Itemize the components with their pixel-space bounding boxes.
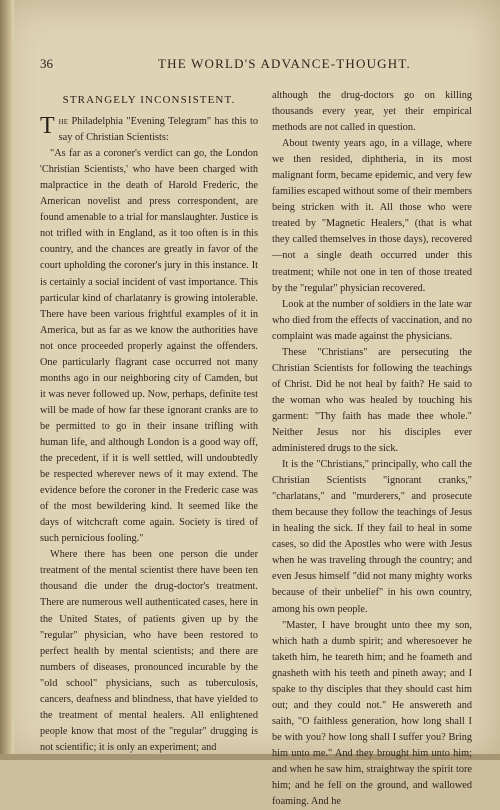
binding-edge [0,0,14,760]
left-paragraph: Where there has been one person die under treatment of the mental scientist there have been ten thousand die under the drug-doctor's treatment. There are numerous well authenticated cases, here in the United States, of patients given up by the "regular" physician, who have been restored to perfect health by mental scientists; and there are numbers of diseases, pronounced incurable by the "old school" physicians, such as tuberculosis, cancers, deafness and blindness, that have yielded to the treatment of mental healers. All enlightened people know that most of the "regular" drugging is not scientific; it is only an experiment; and [40,549,258,753]
page-number: 36 [40,56,53,71]
right-paragraph: These "Christians" are persecuting the Christian Scientists for following the teachings of Christ. Did he not heal by faith? He said to the woman who was healed by touching his garment: "Thy faith has made thee whole." Neither Jesus nor his disciples ever administered drugs to the sick. [272,346,472,455]
article-title: STRANGELY INCONSISTENT. [62,94,236,106]
journal-title: THE WORLD'S ADVANCE-THOUGHT. [158,56,411,71]
right-paragraph: although the drug-doctors go on killing thousands every year, yet their empirical methods are not called in question. [272,90,472,134]
right-paragraph: It is the "Christians," principally, who call the Christian Scientists "ignorant cranks," "charlatans," and "murderers," and prosecute them because they follow the teachings of Jesus in healing the sick. If they fail to heal in some cases, so did the Apostles who were with Jesus when he was traveling through the country; and even Jesus himself "did not many mighty works because of their unbelief" in his own country, among his own people. [272,459,472,615]
left-paragraph: "As far as a coroner's verdict can go, the London 'Christian Scientists,' who have been charged with malpractice in the death of Harold Frederic, the American novelist and press correspondent, are found amenable to a trial for manslaughter. Justice is not trifled with in England, as it too often is in this country, and the chances are greatly in favor of the court upholding the coroner's jury in this instance. It is certainly a social incident of vast importance. This particular kind of charlatanry is growing intolerable. There have been various frightful examples of it in America, but as far as we know the authorities have not once proceeded properly against the offenders. One particularly flagrant case occurred not many months ago in our neighboring city of Camden, but it was never followed up. Now, perhaps, definite test will be made of how far these ignorant cranks are to be permitted to go in their insane trifling with human life, and although London is a good way off, the precedent, if it is well settled, will undoubtedly be respected wherever news of it may extend. The evidence before the coroner in the Frederic case was of the most bewildering kind. It seemed like the days of witchcraft come again. Society is tired of such pernicious fooling." [40,148,258,545]
right-paragraph: "Master, I have brought unto thee my son, which hath a dumb spirit; and wheresoever he taketh him, he teareth him; and he foameth and gnasheth with his teeth and pineth away; and I spake to thy disciples that they should cast him out; and they could not." He answereth and saith, "O faithless generation, how long shall I be with you? how long shall I suffer you? Bring him unto me." And they brought him unto him; and when he saw him, straightway the spirit tore him; and he fell on the ground, and wallowed foaming. And he [272,619,472,808]
right-column [272,88,472,810]
drop-cap: T [40,113,55,140]
intro-paragraph [40,114,258,146]
right-paragraph: About twenty years ago, in a village, where we then resided, diphtheria, in its most malignant form, became epidemic, and very few families escaped without some of their members being stricken with it. All those who were treated by "Magnetic Healers," (that is what they called themselves in those days), recovered—not a single death occurred under this treatment; while not one in ten of those treated by the "regular" physician recovered. [272,138,472,294]
left-column [40,86,258,756]
right-paragraph: Look at the number of soldiers in the late war who died from the effects of vaccination, and no complaint was made against the physicians. [272,298,472,342]
intro-smallcaps: he [58,116,69,128]
running-head [40,56,470,72]
intro-text: Philadelphia "Evening Telegram" has this to say of Christian Scientists: [58,116,258,144]
